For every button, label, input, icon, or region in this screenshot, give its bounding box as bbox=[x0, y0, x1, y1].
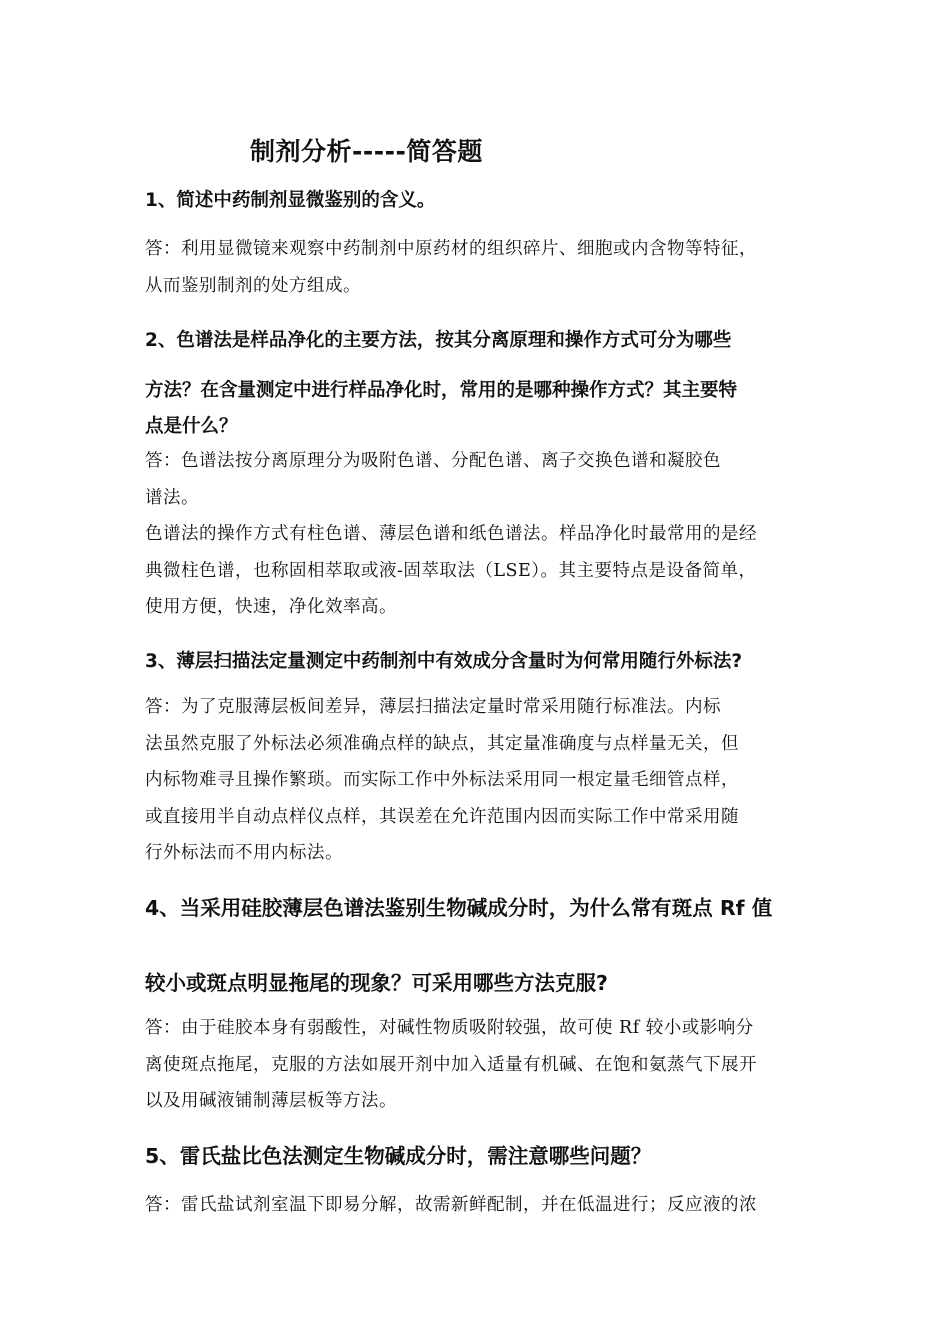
answer-4-line: 离使斑点拖尾，克服的方法如展开剂中加入适量有机碱、在饱和氨蒸气下展开 bbox=[145, 1054, 757, 1075]
answer-2-line: 答：色谱法按分离原理分为吸附色谱、分配色谱、离子交换色谱和凝胶色 bbox=[145, 451, 721, 471]
answer-3-line: 答：为了克服薄层板间差异，薄层扫描法定量时常采用随行标准法。内标 bbox=[145, 697, 721, 717]
question-5: 5、雷氏盐比色法测定生物碱成分时，需注意哪些问题？ bbox=[145, 1144, 652, 1168]
question-4-line: 4、当采用硅胶薄层色谱法鉴别生物碱成分时，为什么常有斑点 Rf 值 bbox=[145, 896, 773, 920]
answer-3-line: 法虽然克服了外标法必须准确点样的缺点，其定量准确度与点样量无关，但 bbox=[145, 733, 739, 754]
answer-1-line: 从而鉴别制剂的处方组成。 bbox=[145, 275, 361, 296]
answer-3-line: 或直接用半自动点样仪点样，其误差在允许范围内因而实际工作中常采用随 bbox=[145, 806, 739, 827]
question-1: 1、简述中药制剂显微鉴别的含义。 bbox=[145, 190, 436, 211]
question-2-line: 方法？在含量测定中进行样品净化时，常用的是哪种操作方式？其主要特 bbox=[145, 380, 738, 401]
answer-3-line: 内标物难寻且操作繁琐。而实际工作中外标法采用同一根定量毛细管点样， bbox=[145, 770, 739, 790]
question-2-line: 点是什么？ bbox=[145, 416, 238, 437]
answer-3-line: 行外标法而不用内标法。 bbox=[145, 843, 343, 863]
answer-2 bbox=[145, 443, 825, 626]
question-2-line: 2、色谱法是样品净化的主要方法，按其分离原理和操作方式可分为哪些 bbox=[145, 330, 732, 351]
answer-2-line: 色谱法的操作方式有柱色谱、薄层色谱和纸色谱法。样品净化时最常用的是经 bbox=[145, 524, 757, 544]
answer-2-line: 典微柱色谱，也称固相萃取或液-固萃取法（LSE）。其主要特点是设备简单， bbox=[145, 560, 757, 581]
answer-1-line: 答：利用显微镜来观察中药制剂中原药材的组织碎片、细胞或内含物等特征， bbox=[145, 239, 757, 259]
answer-5 bbox=[145, 1187, 825, 1224]
answer-1 bbox=[145, 231, 825, 304]
answer-4-line: 以及用碱液铺制薄层板等方法。 bbox=[145, 1091, 397, 1111]
answer-5-line: 答：雷氏盐试剂室温下即易分解，故需新鲜配制，并在低温进行；反应液的浓 bbox=[145, 1195, 757, 1215]
answer-2-line: 谱法。 bbox=[145, 487, 199, 508]
question-4-line: 较小或斑点明显拖尾的现象？可采用哪些方法克服? bbox=[145, 971, 608, 995]
answer-4 bbox=[145, 1010, 825, 1120]
question-3: 3、薄层扫描法定量测定中药制剂中有效成分含量时为何常用随行外标法? bbox=[145, 651, 743, 672]
answer-3 bbox=[145, 689, 825, 872]
page-title: 制剂分析-----简答题 bbox=[250, 137, 483, 166]
answer-2-line: 使用方便，快速，净化效率高。 bbox=[145, 597, 397, 617]
answer-4-line: 答：由于硅胶本身有弱酸性，对碱性物质吸附较强，故可使 Rf 较小或影响分 bbox=[145, 1018, 754, 1038]
